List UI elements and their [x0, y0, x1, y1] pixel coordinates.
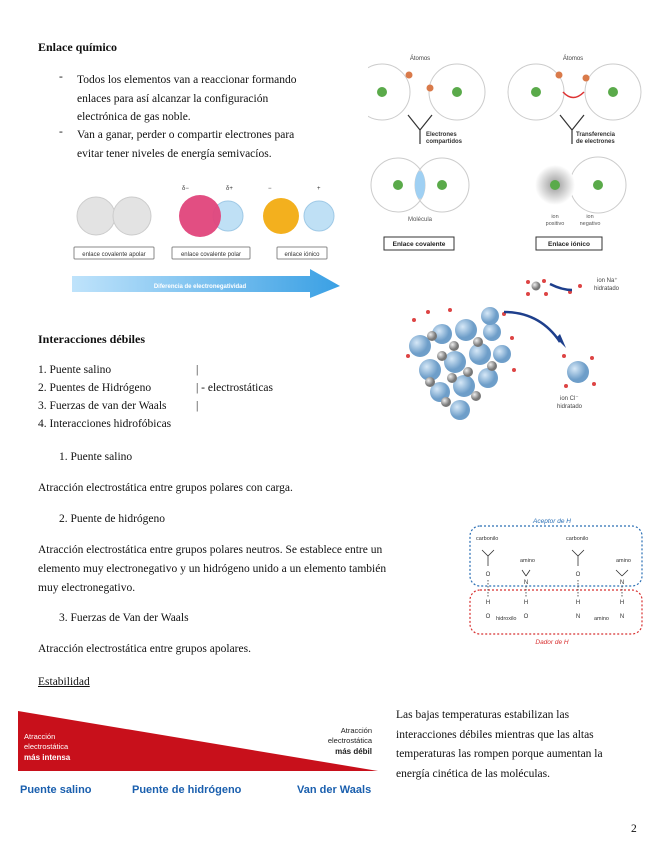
arrow-label: Diferencia de electronegatividad [153, 284, 247, 290]
svg-text:amino: amino [594, 616, 609, 622]
nucleus [608, 87, 618, 97]
subheading-van-der-waals: 3. Fuerzas de Van der Waals [59, 612, 189, 624]
apolar-atom-a [77, 197, 115, 235]
wedge-shape [18, 711, 378, 771]
svg-text:carbonilo: carbonilo [566, 536, 589, 542]
list-bar: | [196, 364, 199, 376]
svg-text:ion: ion [551, 214, 559, 220]
svg-text:O: O [485, 572, 491, 578]
bullet-1: Todos los elementos van a reaccionar formando enlaces para así alcanzar la configuración electrónica de gas noble. [77, 74, 297, 123]
svg-text:Átomos: Átomos [409, 56, 431, 62]
svg-text:de electrones: de electrones [576, 139, 615, 145]
bullet-dash: - [59, 126, 63, 138]
svg-text:más débil: más débil [335, 747, 372, 756]
svg-text:carbonilo: carbonilo [476, 536, 499, 542]
svg-text:enlace iónico: enlace iónico [284, 252, 320, 258]
svg-text:Electrones: Electrones [426, 132, 457, 138]
svg-text:Enlace covalente: Enlace covalente [392, 241, 446, 248]
list-item: 2. Puentes de Hidrógeno [38, 382, 152, 394]
svg-text:ion Na⁺: ion Na⁺ [597, 278, 618, 284]
svg-text:ion Cl⁻: ion Cl⁻ [560, 396, 579, 402]
acceptor-label: Aceptor de H [533, 518, 571, 525]
section-title-estabilidad: Estabilidad [38, 676, 90, 688]
polar-atom-a [179, 195, 221, 237]
svg-text:Atracción: Atracción [340, 726, 372, 735]
nucleus [393, 180, 403, 190]
bullet-dash: - [59, 71, 63, 83]
svg-text:H: H [485, 600, 491, 606]
electron [583, 75, 590, 82]
nucleus [550, 180, 560, 190]
paragraph: Atracción electrostática entre grupos apolares. [38, 643, 251, 655]
svg-text:negativo: negativo [579, 221, 601, 227]
ionic-atom-b [304, 201, 334, 231]
ionic-atom-a [263, 198, 299, 234]
svg-text:más intensa: más intensa [24, 753, 71, 762]
transfer-arrow [563, 92, 584, 98]
svg-text:N: N [619, 614, 625, 620]
electron [406, 72, 413, 79]
nucleus [593, 180, 603, 190]
bond-types-figure [70, 180, 345, 300]
bond-formation-figure [368, 48, 648, 258]
paragraph: Atracción electrostática entre grupos polares con carga. [38, 482, 293, 494]
ion-charge-pos: + [317, 186, 321, 192]
svg-text:Enlace iónico: Enlace iónico [548, 241, 590, 248]
label-van-der-waals: Van der Waals [297, 784, 372, 796]
released-ion [481, 307, 499, 325]
svg-text:N: N [619, 580, 625, 586]
svg-text:enlace covalente polar: enlace covalente polar [180, 252, 242, 258]
apolar-atom-b [113, 197, 151, 235]
svg-text:hidratado: hidratado [557, 404, 583, 410]
donor-box [470, 590, 642, 634]
stability-paragraph: Las bajas temperaturas estabilizan las interacciones débiles mientras que las altas temperaturas las rompen porque aumentan la energía cinética de las moléculas. [396, 709, 603, 780]
svg-text:N: N [575, 614, 581, 620]
paragraph: elemento muy electronegativo y un hidrógeno unido a un elemento también [38, 563, 387, 575]
svg-text:O: O [523, 614, 529, 620]
nucleus [437, 180, 447, 190]
svg-text:N: N [523, 580, 529, 586]
cl-ion [567, 361, 589, 383]
svg-text:Transferencia: Transferencia [576, 132, 616, 138]
list-bar: | [196, 400, 199, 412]
list-item: 1. Puente salino [38, 364, 112, 376]
na-ion [532, 282, 541, 291]
svg-text:H: H [523, 600, 529, 606]
svg-text:ion: ion [586, 214, 594, 220]
list-item: 4. Interacciones hidrofóbicas [38, 418, 172, 430]
svg-text:Molécula: Molécula [407, 217, 433, 223]
bullet-2: Van a ganar, perder o compartir electrones para evitar tener niveles de energía semivacíos. [77, 129, 295, 160]
svg-text:electrostática: electrostática [327, 736, 372, 745]
acceptor-box [470, 526, 642, 586]
crystal-lattice [409, 319, 511, 420]
section-title-interacciones: Interacciones débiles [38, 332, 145, 346]
partial-charge-pos: δ+ [226, 186, 233, 192]
svg-text:amino: amino [616, 558, 631, 564]
svg-text:Átomos: Átomos [562, 56, 584, 62]
svg-text:O: O [485, 614, 491, 620]
list-item: 3. Fuerzas de van der Waals [38, 400, 167, 412]
list-bar: | - electrostáticas [196, 382, 274, 394]
hydration-arrow [550, 284, 572, 290]
page-number: 2 [631, 823, 637, 835]
label-puente-hidrogeno: Puente de hidrógeno [132, 784, 242, 796]
electron [556, 72, 563, 79]
svg-text:compartidos: compartidos [426, 139, 463, 145]
donor-label: Dador de H [535, 639, 569, 646]
subheading-puente-hidrogeno: 2. Puente de hidrógeno [59, 513, 166, 525]
svg-text:O: O [575, 572, 581, 578]
nucleus [377, 87, 387, 97]
nucleus [452, 87, 462, 97]
section-title-enlace: Enlace químico [38, 40, 118, 54]
ion-charge-neg: − [268, 186, 272, 192]
stability-wedge [18, 711, 378, 773]
nucleus [531, 87, 541, 97]
svg-text:Atracción: Atracción [24, 732, 56, 741]
svg-text:positivo: positivo [545, 221, 565, 227]
svg-text:hidroxilo: hidroxilo [496, 616, 517, 622]
svg-text:electrostática: electrostática [24, 742, 69, 751]
svg-text:amino: amino [520, 558, 535, 564]
dissolution-figure [400, 272, 655, 432]
partial-charge-neg: δ− [182, 186, 189, 192]
shared-electrons [415, 171, 425, 199]
subheading-puente-salino: 1. Puente salino [59, 451, 133, 463]
svg-text:enlace covalente apolar: enlace covalente apolar [82, 252, 146, 258]
paragraph: Atracción electrostática entre grupos polares neutros. Se establece entre un [38, 544, 383, 556]
electron [427, 85, 434, 92]
svg-text:hidratado: hidratado [594, 286, 620, 292]
label-puente-salino: Puente salino [20, 784, 92, 796]
paragraph: muy electronegativo. [38, 582, 136, 594]
svg-text:H: H [619, 600, 625, 606]
svg-text:H: H [575, 600, 581, 606]
hydrogen-bond-figure [466, 514, 646, 650]
